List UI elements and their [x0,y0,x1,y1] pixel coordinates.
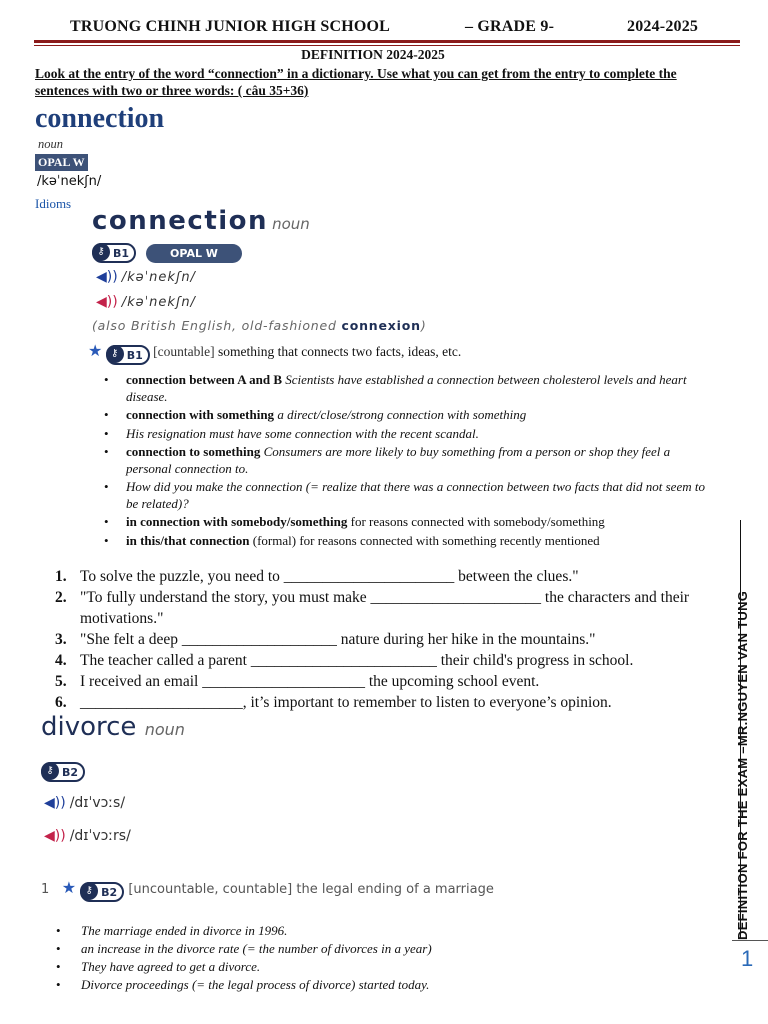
divorce-pron-uk: /dɪˈvɔːs/ [69,795,126,811]
question-item: 3. "She felt a deep ____________________ nature during her hike in the mountains." [55,631,596,648]
opal-pill: OPAL W [146,244,242,263]
star-icon: ★ [88,343,103,360]
question-item: 5. I received an email _____________________ the upcoming school event. [55,673,540,690]
list-item: • They have agreed to get a divorce. [56,958,696,976]
divorce-level-badge: ⚷ B2 [41,762,85,782]
example-list [104,372,714,551]
pron-uk-row [96,268,196,286]
side-banner [722,520,768,940]
headword-pos: noun [272,215,310,233]
list-item: • in connection with somebody/something for reasons connected with somebody/something [104,514,714,531]
side-text: DEFINITION FOR THE EXAM –MR.NGUYEN VAN TUNG [735,590,750,940]
key-icon: ⚷ [92,243,110,261]
list-item: • Divorce proceedings (= the legal process of divorce) started today. [56,976,696,994]
variant-word: connexion [341,318,421,333]
speaker-uk-icon[interactable]: ◀)) [96,269,118,285]
sense-level-badge: ⚷ B1 [106,345,150,365]
school-name: TRUONG CHINH JUNIOR HIGH SCHOOL [70,18,391,35]
headword-connection: connection [35,103,165,134]
pron-uk: /kəˈnekʃn/ [121,270,196,285]
part-of-speech: noun [38,137,63,151]
sense-label: [countable] [153,344,215,359]
list-item: • How did you make the connection (= realize that there was a connection between two facts that did not seem to be related)? [104,479,714,512]
question-item: 2. "To fully understand the story, you must make ______________________ the characters and their motivations." [55,589,690,627]
list-item: • connection between A and B Scientists have established a connection between cholesterol levels and heart disease. [104,372,714,405]
list-item: • His resignation must have some connection with the recent scandal. [104,426,714,443]
star-icon: ★ [61,878,77,897]
page-number: 1 [741,946,754,971]
pron-us: /kəˈnekʃn/ [121,295,196,310]
divorce-definition: [uncountable, countable] the legal ending of a marriage [128,882,494,897]
grade: – GRADE 9- [465,18,555,35]
list-item: • in this/that connection (formal) for reasons connected with something recently mentioned [104,533,714,550]
sense-definition: something that connects two facts, ideas, etc. [214,344,462,359]
speaker-us-icon[interactable]: ◀)) [44,828,66,844]
page-number-rule [732,940,768,941]
divorce-pos: noun [144,720,185,739]
sense-1 [88,341,461,365]
level-badge: ⚷ B1 [92,243,136,263]
instruction: Look at the entry of the word “connection” in a dictionary. Use what you can get from the entry to complete the sentences with two or three words: ( câu 35+36) [35,66,677,98]
sense-number: 1 [41,882,50,897]
divorce-pron-uk-row [44,794,125,812]
divorce-sense [41,878,494,902]
key-icon: ⚷ [80,882,98,900]
idioms-link[interactable]: Idioms [35,196,72,211]
key-icon: ⚷ [106,345,124,363]
list-item: • connection to something Consumers are more likely to buy something from a person or shop they feel a personal connection to. [104,444,714,477]
page-subtitle: DEFINITION 2024-2025 [301,47,445,62]
pronunciation: /kəˈnekʃn/ [37,174,102,189]
speaker-uk-icon[interactable]: ◀)) [44,795,66,811]
question-item: 6. _____________________, it’s important to remember to listen to everyone’s opinion. [55,694,612,711]
list-item: • an increase in the divorce rate (= the number of divorces in a year) [56,940,696,958]
divorce-sense-badge: ⚷ B2 [80,882,124,902]
divorce-pron-us-row [44,827,131,845]
headword-divorce: divorce noun [41,712,185,742]
variant-note: (also British English, old-fashioned connexion) [92,318,427,333]
question-list [55,566,735,713]
level-row [92,243,242,263]
key-icon: ⚷ [41,762,59,780]
question-item: 1. To solve the puzzle, you need to ______________________ between the clues." [55,568,579,585]
opal-tag: OPAL W [35,154,88,171]
school-year: 2024-2025 [627,18,699,35]
header-rule-thin [34,45,740,46]
pron-us-row [96,293,196,311]
speaker-us-icon[interactable]: ◀)) [96,294,118,310]
divorce-level-row [41,760,85,782]
list-item: • connection with something a direct/close/strong connection with something [104,407,714,424]
headword-text: connection [92,206,269,236]
question-item: 4. The teacher called a parent ________________________ their child's progress in school. [55,652,634,669]
list-item: • The marriage ended in divorce in 1996. [56,922,696,940]
divorce-pron-us: /dɪˈvɔːrs/ [69,828,131,844]
divorce-example-list [56,922,696,994]
dictionary-headword [92,206,310,236]
header-rule [34,40,740,43]
